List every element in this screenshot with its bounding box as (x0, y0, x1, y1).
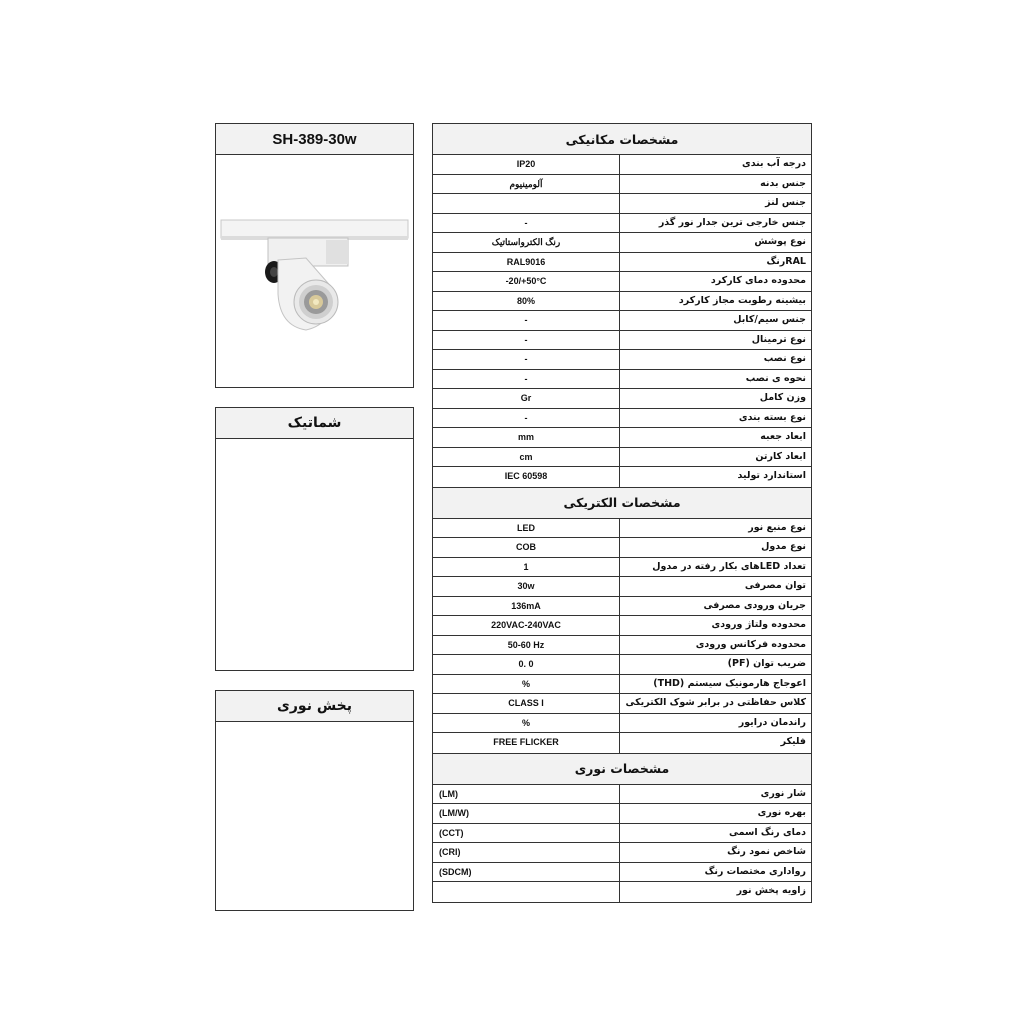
spec-value: Gr (520, 393, 532, 403)
spec-label: محدوده فرکانس ورودی (619, 636, 811, 655)
spec-label: زاویه پخش نور (619, 882, 811, 902)
spec-value: - (524, 315, 528, 325)
spec-label: محدوده ولتاژ ورودی (619, 616, 811, 635)
spec-value: % (521, 717, 530, 728)
spec-row (433, 519, 811, 539)
spec-row (433, 370, 811, 390)
spec-label: نوع منبع نور (619, 519, 811, 538)
spec-value: 220VAC-240VAC (491, 620, 561, 630)
product-image (216, 154, 413, 386)
spec-label: راندمان درایور (619, 714, 811, 733)
spec-row (433, 597, 811, 617)
spec-value: 0. 0 (518, 659, 534, 669)
spec-table (432, 123, 812, 903)
spec-row (433, 675, 811, 695)
spec-row (433, 558, 811, 578)
spec-value: (SDCM) (439, 866, 472, 877)
spec-value: FREE FLICKER (493, 737, 559, 747)
spec-row (433, 214, 811, 234)
spec-row (433, 467, 811, 487)
optical-title: مشخصات نوری (433, 753, 811, 785)
spec-label: نوع بسته بندی (619, 409, 811, 428)
spec-row (433, 733, 811, 753)
spec-value: (LM/W) (439, 808, 469, 818)
schematic-title: شماتیک (216, 408, 413, 439)
spec-value: 30w (517, 581, 535, 591)
mechanical-title: مشخصات مکانیکی (433, 124, 811, 155)
spec-row (433, 292, 811, 312)
spec-label: کلاس حفاظتی در برابر شوک الکتریکی (619, 694, 811, 713)
spec-label: RALرنگ (619, 253, 811, 272)
spec-value: mm (517, 432, 534, 442)
spec-label: بیشینه رطوبت مجاز کارکرد (619, 292, 811, 311)
spec-row (433, 714, 811, 734)
spec-label: نوع نصب (619, 350, 811, 369)
spec-row (433, 409, 811, 429)
spec-row (433, 253, 811, 273)
model-box (215, 123, 414, 388)
spec-label: توان مصرفی (619, 577, 811, 596)
spec-row (433, 616, 811, 636)
electrical-title: مشخصات الکتریکی (433, 487, 811, 519)
spec-row (433, 233, 811, 253)
spec-label: نحوه ی نصب (619, 370, 811, 389)
spec-row (433, 694, 811, 714)
distribution-title: پخش نوری (216, 691, 413, 722)
spec-value: IP20 (516, 159, 536, 169)
spec-row (433, 655, 811, 675)
spec-label: نوع مدول (619, 538, 811, 557)
spec-row (433, 448, 811, 468)
distribution-box (215, 690, 414, 911)
spec-label: جریان ورودی مصرفی (619, 597, 811, 616)
spec-value: (CCT) (439, 827, 464, 838)
spec-label: جنس سیم/کابل (619, 311, 811, 330)
spec-row (433, 311, 811, 331)
spec-row (433, 785, 811, 805)
spec-row (433, 863, 811, 883)
spec-row (433, 194, 811, 214)
spec-label: شار نوری (619, 785, 811, 804)
model-title: SH-389-30w (216, 124, 413, 155)
spec-value (433, 194, 619, 213)
spec-value: 50-60 Hz (507, 639, 545, 650)
spec-value: - (524, 217, 528, 228)
spec-value: 80% (516, 295, 535, 306)
spec-row (433, 538, 811, 558)
spec-row (433, 175, 811, 195)
spec-label: دمای رنگ اسمی (619, 824, 811, 843)
spec-value: - (524, 373, 528, 384)
mechanical-rows (433, 155, 811, 487)
spec-label: اعوجاج هارمونیک سیستم (THD) (619, 675, 811, 694)
spec-label: شاخص نمود رنگ (619, 843, 811, 862)
spec-value: CLASS I (508, 698, 544, 708)
spec-value: -20/+50°C (505, 276, 547, 286)
spec-row (433, 843, 811, 863)
spec-row (433, 272, 811, 292)
spec-row (433, 389, 811, 409)
spec-value: (LM) (439, 788, 458, 799)
spec-value: (CRI) (439, 847, 461, 857)
spec-row (433, 882, 811, 902)
spec-label: بهره نوری (619, 804, 811, 823)
spec-label: استاندارد تولید (619, 467, 811, 487)
optical-rows (433, 785, 811, 902)
spec-row (433, 577, 811, 597)
spec-row (433, 804, 811, 824)
spec-label: نوع ترمینال (619, 331, 811, 350)
spec-row (433, 350, 811, 370)
spec-value: RAL9016 (506, 256, 546, 267)
spec-value: cm (519, 451, 533, 462)
spec-value: COB (516, 542, 536, 552)
spec-row (433, 428, 811, 448)
spec-row (433, 331, 811, 351)
spec-value: رنگ الکترواستاتیک (491, 237, 561, 247)
spec-label: درجه آب بندی (619, 155, 811, 174)
spec-value: آلومینیوم (509, 178, 543, 189)
electrical-rows (433, 519, 811, 753)
spec-value: % (521, 678, 530, 689)
spec-label: ابعاد کارتن (619, 448, 811, 467)
spec-value: 136mA (511, 600, 541, 611)
spec-row (433, 636, 811, 656)
spec-label: جنس لنز (619, 194, 811, 213)
spec-row (433, 155, 811, 175)
spec-value: 1 (523, 561, 529, 572)
spec-value: IEC 60598 (504, 471, 548, 481)
spec-label: نوع پوشش (619, 233, 811, 252)
spec-label: تعداد LEDهای بکار رفته در مدول (619, 558, 811, 577)
spec-label: محدوده دمای کارکرد (619, 272, 811, 291)
schematic-box (215, 407, 414, 671)
spec-label: ابعاد جعبه (619, 428, 811, 447)
spec-value: - (524, 412, 528, 423)
spec-value (433, 882, 619, 902)
spec-value: LED (517, 522, 535, 533)
spec-value: - (524, 334, 528, 345)
spec-label: رواداری مختصات رنگ (619, 863, 811, 882)
spec-value: - (524, 354, 528, 364)
spec-label: جنس بدنه (619, 175, 811, 194)
spec-label: جنس خارجی ترین جدار نور گذر (619, 214, 811, 233)
spec-label: فلیکر (619, 733, 811, 753)
spec-label: وزن کامل (619, 389, 811, 408)
spec-row (433, 824, 811, 844)
spec-label: ضریب توان (PF) (619, 655, 811, 674)
